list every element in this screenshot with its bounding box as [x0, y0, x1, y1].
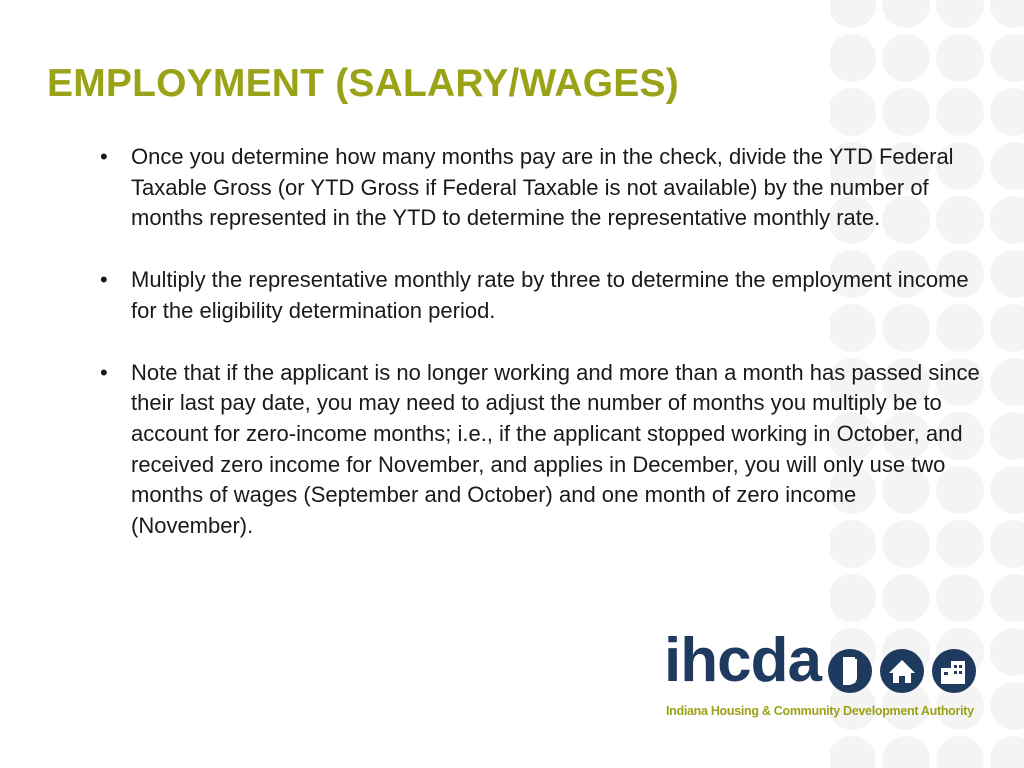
pattern-dot [990, 34, 1024, 82]
pattern-dot [830, 736, 876, 768]
pattern-dot [882, 736, 930, 768]
indiana-state-icon [828, 649, 872, 693]
pattern-dot [936, 0, 984, 28]
pattern-dot [990, 682, 1024, 730]
pattern-dot [990, 304, 1024, 352]
ihcda-logo [664, 626, 984, 724]
pattern-dot [936, 574, 984, 622]
pattern-dot [990, 88, 1024, 136]
building-icon [932, 649, 976, 693]
pattern-dot [882, 0, 930, 28]
pattern-dot [936, 88, 984, 136]
bullet-marker: • [100, 267, 108, 293]
logo-wordmark: ihcda [664, 626, 821, 695]
logo-tagline: Indiana Housing & Community Development Authority [666, 704, 974, 718]
pattern-dot [990, 142, 1024, 190]
pattern-dot [936, 34, 984, 82]
bullet-text: Multiply the representative monthly rate by three to determine the employment income for the eligibility determination period. [131, 267, 969, 323]
bullet-text: Once you determine how many months pay are in the check, divide the YTD Federal Taxable Gross (or YTD Gross if Federal Taxable is not available) by the number of months represented in the YTD to determine the representative monthly rate. [131, 144, 954, 231]
pattern-dot [990, 196, 1024, 244]
pattern-dot [990, 0, 1024, 28]
bullet-item [100, 358, 980, 542]
pattern-dot [830, 574, 876, 622]
bullet-marker: • [100, 144, 108, 169]
house-icon [880, 649, 924, 693]
bullet-text: Note that if the applicant is no longer working and more than a month has passed since their last pay date, you may need to adjust the number of months you multiply be to account for zero-income months; i.e., if the applicant stopped working in October, and received zero income for November, and applies in December, you will only use two months of wages (September and October) and one month of zero income (November). [131, 359, 980, 539]
bullet-marker: • [100, 359, 108, 385]
pattern-dot [882, 88, 930, 136]
logo-icons [827, 648, 977, 694]
pattern-dot [830, 34, 876, 82]
pattern-dot [990, 358, 1024, 406]
pattern-dot [990, 250, 1024, 298]
pattern-dot [936, 736, 984, 768]
bullet-item [100, 142, 980, 234]
pattern-dot [882, 574, 930, 622]
pattern-dot [990, 520, 1024, 568]
pattern-dot [882, 34, 930, 82]
pattern-dot [990, 466, 1024, 514]
bullet-item [100, 265, 980, 326]
pattern-dot [830, 88, 876, 136]
pattern-dot [990, 574, 1024, 622]
pattern-dot [990, 736, 1024, 768]
pattern-dot [830, 0, 876, 28]
pattern-dot [990, 628, 1024, 676]
slide-title: EMPLOYMENT (SALARY/WAGES) [47, 62, 679, 105]
pattern-dot [990, 412, 1024, 460]
bullet-list [100, 142, 980, 573]
